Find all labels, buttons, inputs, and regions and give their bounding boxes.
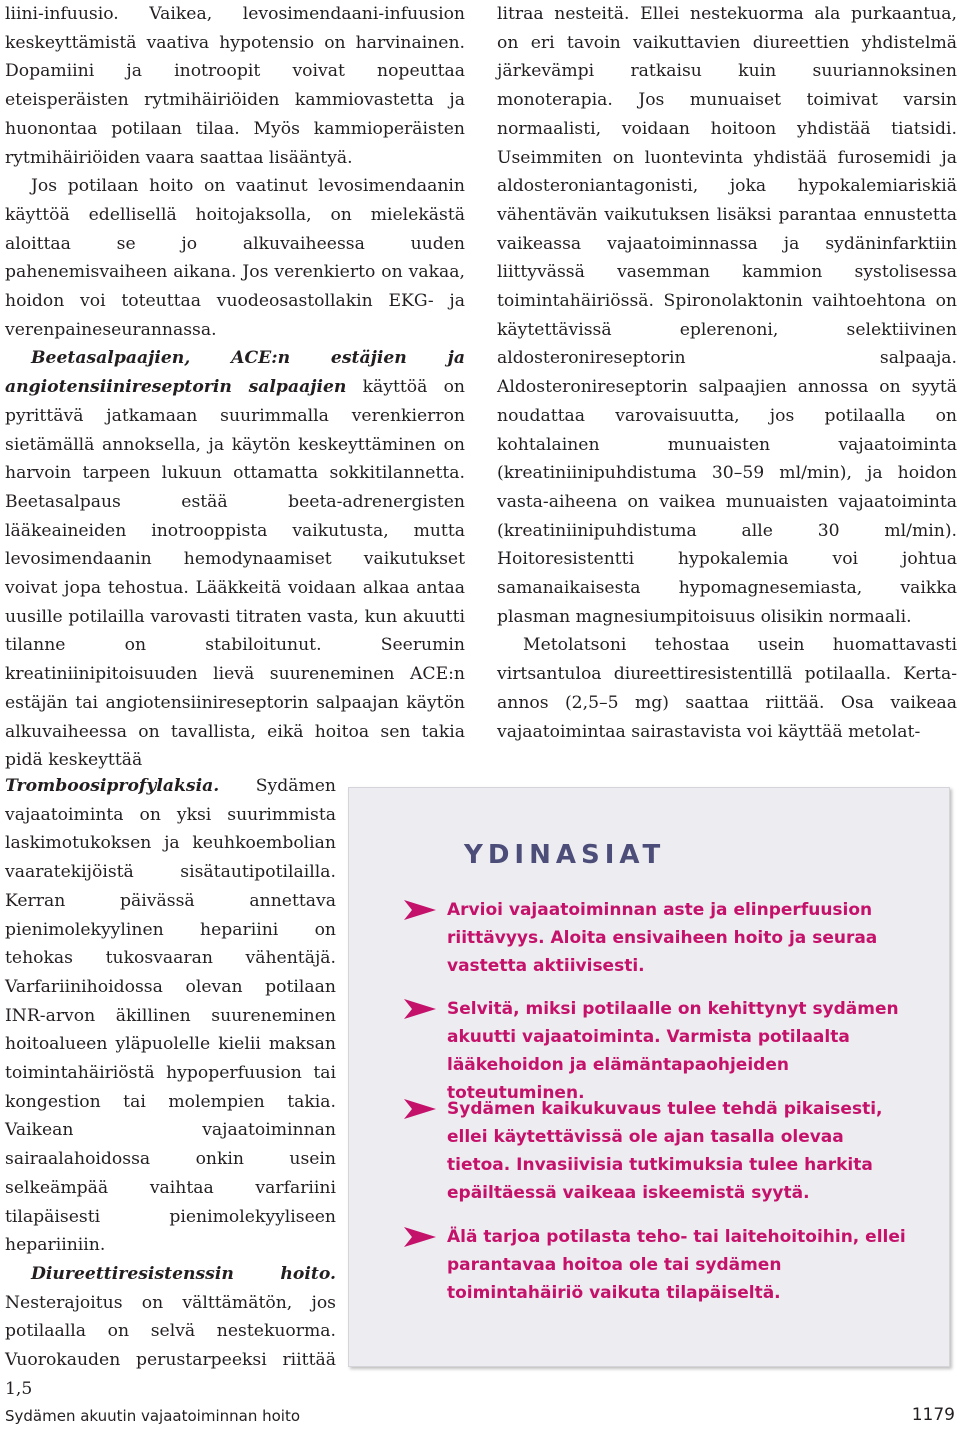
key-point-text: Älä tarjoa potilasta teho- tai laitehoitoihin, ellei parantavaa hoitoa ole tai sydämen toimintahäiriö vaikuta tilapäiseltä. — [447, 1227, 906, 1303]
right-column — [497, 0, 957, 746]
left-column-lower — [5, 772, 336, 1403]
paragraph: Metolatsoni tehostaa usein huomattavasti virtsantuloa diureettiresistentillä potilaalla. Kerta-annos (2,5–5 mg) saattaa riittää. Osa vaikeaa vajaatoimintaa sairastavista voi käyttää metolat- — [497, 635, 957, 742]
key-point-text: Arvioi vajaatoiminnan aste ja elinperfuusion riittävyys. Aloita ensivaiheen hoito ja seuraa vastetta aktiivisesti. — [447, 900, 878, 976]
run-in-heading: Beetasalpaajien, ACE:n estäjien ja angiotensiinireseptorin salpaajien — [5, 348, 465, 398]
paragraph: liini-infuusio. Vaikea, levosimendaani-infuusion keskeyttämistä vaativa hypotensio on harvinainen. Dopamiini ja inotroopit voivat nopeuttaa eteisperäisten rytmihäiriöiden kammiovastetta ja huonontaa potilaan tilaa. Myös kammioperäisten rytmihäiriöiden vaara saattaa lisääntyä. — [5, 4, 465, 168]
left-column — [5, 0, 465, 775]
running-footer-title: Sydämen akuutin vajaatoiminnan hoito — [5, 1407, 300, 1425]
key-points-title: YDINASIAT — [464, 840, 666, 870]
run-in-heading: Diureettiresistenssin hoito. — [31, 1263, 336, 1284]
paragraph — [5, 1260, 336, 1404]
paragraph-text: käyttöä on pyrittävä jatkamaan suurimmalla verenkierron sietämällä annoksella, ja käytön keskeyttäminen on harvoin tarpeen lukuun ottamatta sokkitilannetta. Beetasalpaus estää beeta-adrenergisten lääkeaineiden inotrooppista vaikutusta, mutta levosimendaanin hemodynaamiset vaikutukset voivat jopa tehostua. Lääkkeitä voidaan alkaa antaa uusille potilailla varovasti titraten vasta, kun akuutti tilanne on stabiloitunut. Seerumin kreatiniinipitoisuuden lievä suureneminen ACE:n estäjän tai angiotensiinireseptorin salpaajan käytön alkuvaiheessa on tavallista, eikä hoitoa sen takia pidä keskeyttää — [5, 377, 465, 771]
paragraph: litraa nesteitä. Ellei nestekuorma ala purkaantua, on eri tavoin vaikuttavien diureettien yhdistelmä järkevämpi ratkaisu kuin suuriannoksinen monoterapia. Jos munuaiset toimivat varsin normaalisti, voidaan hoitoon yhdistää tiatsidi. Useimmiten on luontevinta yhdistää furosemidi ja aldosteroniantagonisti, joka hypokalemiariskiä vähentävän vaikutuksen lisäksi parantaa ennustetta vaikeassa vajaatoiminnassa ja sydäninfarktiin liittyvässä vasemman kammion systolisessa toimintahäiriössä. Spironolaktonin vaihtoehtona on käytettävissä eplerenoni, selektiivinen aldosteronireseptorin salpaaja. Aldosteronireseptorin salpaajien annossa on syytä noudattaa varovaisuutta, jos potilaalla on kohtalainen munuaisten vajaatoiminta (kreatiniinipuhdistuma 30–59 ml/min), ja hoidon vasta-aiheena on vaikea munuaisten vajaatoiminta (kreatiniinipuhdistuma alle 30 ml/min). Hoitoresistentti hypokalemia voi johtua samanaikaisesta hypomagnesemiasta, vaikka plasman magnesiumpitoisuus olisikin normaali. — [497, 4, 957, 627]
run-in-heading: Tromboosiprofylaksia. — [5, 776, 220, 796]
key-point-text: Selvitä, miksi potilaalle on kehittynyt sydämen akuutti vajaatoiminta. Varmista potilaalta lääkehoidon ja elämäntapaohjeiden toteutuminen. — [447, 999, 899, 1103]
paragraph-text: Nesterajoitus on välttämätön, jos potilaalla on selvä nestekuorma. Vuorokauden perustarpeeksi riittää 1,5 — [5, 1292, 336, 1399]
arrowhead-bullet-icon — [404, 900, 436, 920]
arrowhead-bullet-icon — [404, 999, 436, 1019]
arrowhead-bullet-icon — [404, 1099, 436, 1119]
paragraph: Jos potilaan hoito on vaatinut levosimendaanin käyttöä edellisellä hoitojaksolla, on mielekästä aloittaa se jo alkuvaiheessa uuden pahenemisvaiheen aikana. Jos verenkierto on vakaa, hoidon voi toteuttaa vuodeosastollakin EKG- ja verenpaineseurannassa. — [5, 176, 465, 340]
page-number: 1179 — [911, 1405, 955, 1425]
paragraph — [5, 344, 465, 775]
paragraph — [5, 772, 336, 1260]
arrowhead-bullet-icon — [404, 1227, 436, 1247]
key-points-box — [348, 787, 950, 1367]
key-point-text: Sydämen kaikukuvaus tulee tehdä pikaisesti, ellei käytettävissä ole ajan tasalla olevaa tietoa. Invasiivisia tutkimuksia tulee harkita epäiltäessä vaikeaa iskeemistä syytä. — [447, 1099, 883, 1203]
paragraph-text: Sydämen vajaatoiminta on yksi suurimmista laskimotukoksen ja keuhkoembolian vaaratekijöistä sisätautipotilailla. Kerran päivässä annettava pienimolekyylinen hepariini on tehokas tukosvaaran vähentäjä. Varfariinihoidossa olevan potilaan INR-arvon äkillinen suureneminen hoitoalueen yläpuolelle kielii maksan toimintahäiriöstä hypoperfuusion tai kongestion tai molempien takia. Vaikean vajaatoiminnan sairaalahoidossa onkin usein selkeämpää vaihtaa varfariini tilapäisesti pienimolekyyliseen hepariiniin. — [5, 776, 336, 1256]
